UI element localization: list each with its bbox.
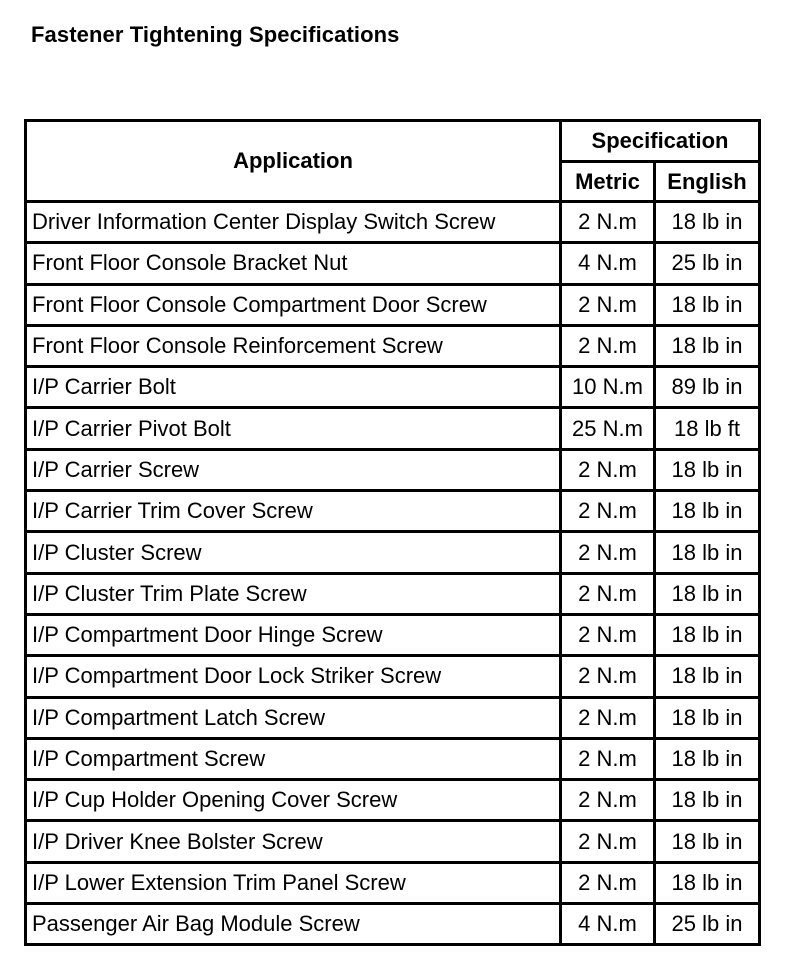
application-cell: I/P Carrier Screw (27, 451, 562, 492)
application-cell: I/P Carrier Pivot Bolt (27, 409, 562, 450)
metric-cell: 2 N.m (562, 781, 656, 822)
application-cell: Front Floor Console Compartment Door Screw (27, 286, 562, 327)
english-cell: 18 lb in (656, 740, 758, 781)
table-row (27, 409, 758, 450)
table-row (27, 822, 758, 863)
column-header-english: English (656, 163, 758, 203)
table-row (27, 286, 758, 327)
table-row (27, 368, 758, 409)
table-row (27, 533, 758, 574)
english-cell: 18 lb in (656, 781, 758, 822)
english-cell: 18 lb in (656, 492, 758, 533)
application-cell: I/P Compartment Latch Screw (27, 699, 562, 740)
english-cell: 89 lb in (656, 368, 758, 409)
english-cell: 18 lb in (656, 822, 758, 863)
table-row (27, 740, 758, 781)
table-row (27, 327, 758, 368)
fastener-spec-table (24, 119, 761, 946)
table-body (27, 203, 758, 943)
application-cell: I/P Driver Knee Bolster Screw (27, 822, 562, 863)
metric-cell: 2 N.m (562, 286, 656, 327)
table-row (27, 451, 758, 492)
english-cell: 18 lb in (656, 657, 758, 698)
english-cell: 18 lb in (656, 699, 758, 740)
english-cell: 18 lb in (656, 286, 758, 327)
table-row (27, 244, 758, 285)
application-cell: Passenger Air Bag Module Screw (27, 905, 562, 943)
english-cell: 25 lb in (656, 244, 758, 285)
metric-cell: 2 N.m (562, 575, 656, 616)
metric-cell: 2 N.m (562, 740, 656, 781)
column-header-application: Application (27, 122, 562, 203)
english-cell: 25 lb in (671, 911, 743, 937)
table-row (27, 699, 758, 740)
english-cell: 18 lb in (656, 533, 758, 574)
english-cell: 18 lb in (656, 575, 758, 616)
metric-cell: 2 N.m (562, 492, 656, 533)
metric-cell: 25 N.m (562, 409, 656, 450)
english-cell: 18 lb in (656, 616, 758, 657)
metric-cell: 2 N.m (562, 533, 656, 574)
table-row (27, 781, 758, 822)
metric-cell: 2 N.m (562, 822, 656, 863)
application-cell: I/P Compartment Door Hinge Screw (27, 616, 562, 657)
table-row (27, 864, 758, 905)
application-cell: I/P Compartment Door Lock Striker Screw (27, 657, 562, 698)
column-header-specification: Specification (562, 122, 758, 163)
english-cell: 18 lb in (656, 451, 758, 492)
english-cell: 18 lb in (656, 203, 758, 244)
table-row (27, 203, 758, 244)
application-cell: I/P Cup Holder Opening Cover Screw (27, 781, 562, 822)
metric-cell: 2 N.m (562, 451, 656, 492)
table-row (27, 492, 758, 533)
page-title: Fastener Tightening Specifications (31, 22, 400, 47)
table-row (27, 905, 758, 943)
english-cell: 18 lb ft (656, 409, 758, 450)
english-cell: 18 lb in (656, 864, 758, 905)
application-cell: I/P Compartment Screw (27, 740, 562, 781)
metric-cell: 4 N.m (562, 244, 656, 285)
application-cell: I/P Carrier Bolt (27, 368, 562, 409)
english-cell: 18 lb in (656, 327, 758, 368)
metric-cell: 10 N.m (562, 368, 656, 409)
table-row (27, 657, 758, 698)
metric-cell: 2 N.m (562, 616, 656, 657)
metric-cell: 2 N.m (562, 657, 656, 698)
table-header (27, 122, 758, 203)
column-header-metric: Metric (562, 163, 656, 203)
application-cell: I/P Cluster Trim Plate Screw (27, 575, 562, 616)
application-cell: I/P Carrier Trim Cover Screw (27, 492, 562, 533)
application-cell: Driver Information Center Display Switch Screw (27, 203, 562, 244)
metric-cell: 2 N.m (562, 699, 656, 740)
table-row (27, 616, 758, 657)
application-cell: Front Floor Console Bracket Nut (27, 244, 562, 285)
table-row (27, 575, 758, 616)
metric-cell: 2 N.m (562, 203, 656, 244)
application-cell: I/P Cluster Screw (27, 533, 562, 574)
application-cell: I/P Lower Extension Trim Panel Screw (27, 864, 562, 905)
metric-cell: 4 N.m (562, 905, 656, 943)
metric-cell: 2 N.m (562, 327, 656, 368)
application-cell: Front Floor Console Reinforcement Screw (27, 327, 562, 368)
metric-cell: 2 N.m (562, 864, 656, 905)
